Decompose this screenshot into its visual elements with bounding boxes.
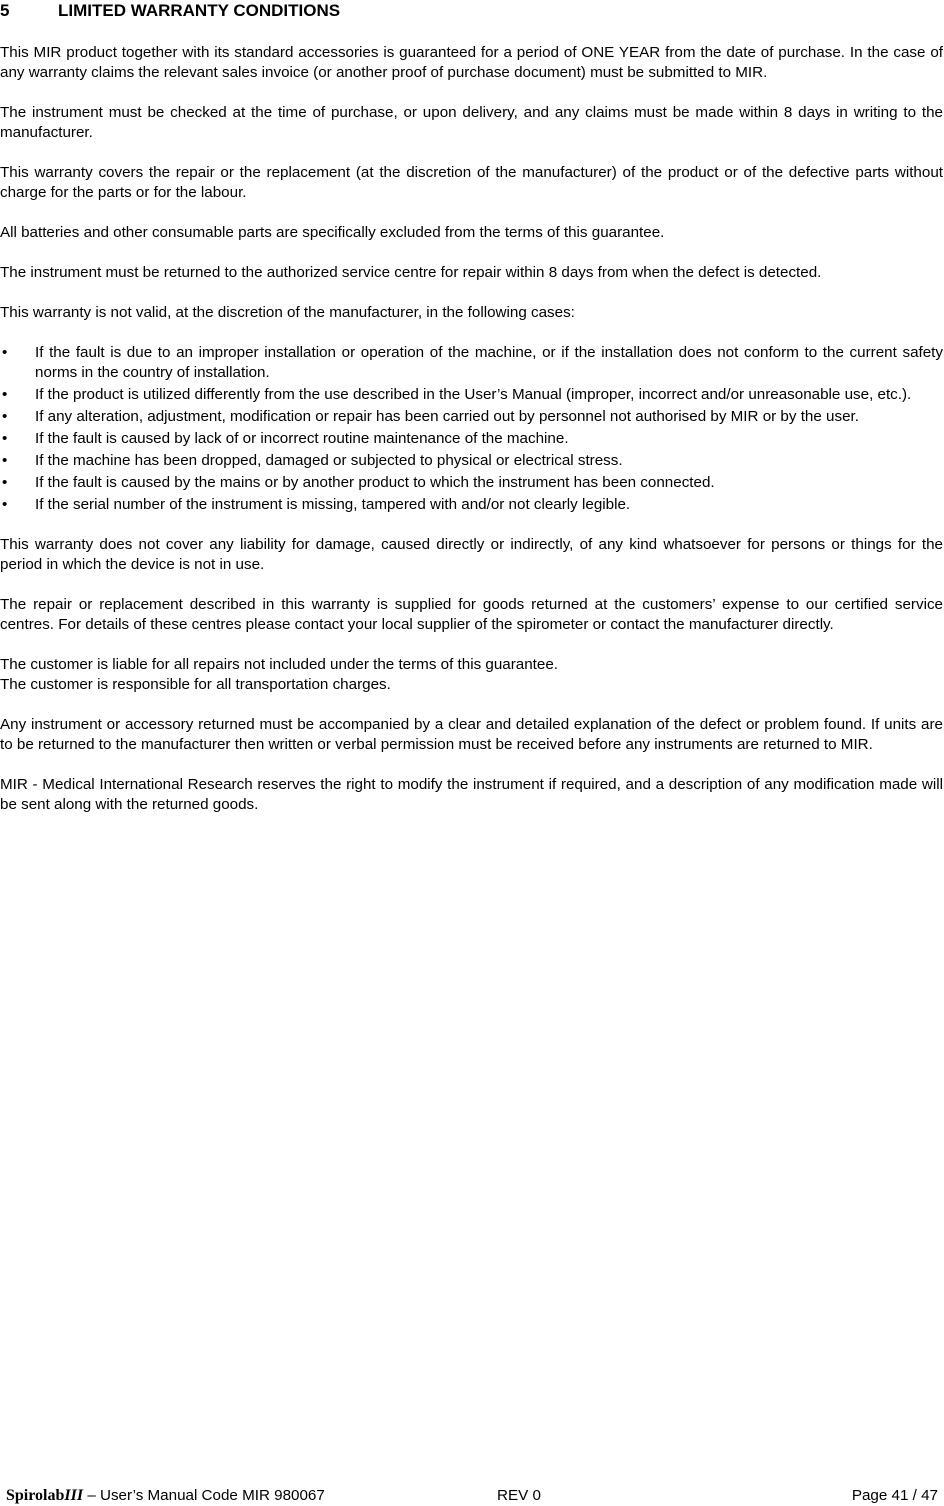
bullet-icon: •: [2, 344, 8, 361]
bullet-icon: •: [2, 408, 8, 425]
bullet-icon: •: [2, 452, 8, 469]
footer-manual-code: SpirolabIII – User’s Manual Code MIR 980067: [6, 1487, 325, 1504]
paragraph-transport-charges: The customer is responsible for all transportation charges.: [0, 676, 391, 693]
bullet-icon: •: [2, 496, 8, 513]
page-footer: [0, 1486, 944, 1506]
paragraph-not-valid-intro: This warranty is not valid, at the discretion of the manufacturer, in the following cases:: [0, 304, 575, 321]
paragraph-liability: This warranty does not cover any liability for damage, caused directly or indirectly, of any kind whatsoever for persons or things for the period in which the device is not in use.: [0, 536, 943, 573]
paragraph-return-explanation: Any instrument or accessory returned must be accompanied by a clear and detailed explanation of the defect or problem found. If units are to be returned to the manufacturer then written or verbal permission must be received before any instruments are returned to MIR.: [0, 716, 943, 753]
paragraph-service-centres: The repair or replacement described in this warranty is supplied for goods returned at the customers’ expense to our certified service centres. For details of these centres please contact your local supplier of the spirometer or contact the manufacturer directly.: [0, 596, 943, 633]
section-title: LIMITED WARRANTY CONDITIONS: [58, 1, 341, 20]
list-item: • If the product is utilized differently from the use described in the User’s Manual (improper, incorrect and/or unreasonable use, etc.).: [2, 386, 912, 403]
paragraph-return-deadline: The instrument must be returned to the authorized service centre for repair within 8 days from when the defect is detected.: [0, 264, 822, 281]
list-item: • If the serial number of the instrument is missing, tampered with and/or not clearly legible.: [2, 496, 631, 513]
bullet-icon: •: [2, 474, 8, 491]
bullet-icon: •: [2, 386, 8, 403]
warranty-body: [0, 43, 943, 835]
paragraph-exclusions: All batteries and other consumable parts are specifically excluded from the terms of this guarantee.: [0, 224, 665, 241]
section-heading: [0, 0, 340, 22]
list-item: • If any alteration, adjustment, modification or repair has been carried out by personnel not authorised by MIR or by the user.: [2, 408, 859, 425]
invalid-cases-list: [0, 343, 943, 515]
brand-name: SpirolabIII: [6, 1487, 84, 1504]
paragraph-customer-liable: The customer is liable for all repairs not included under the terms of this guarantee.: [0, 656, 559, 673]
list-item: • If the fault is caused by lack of or incorrect routine maintenance of the machine.: [2, 430, 569, 447]
paragraph-modification-rights: MIR - Medical International Research reserves the right to modify the instrument if required, and a description of any modification made will be sent along with the returned goods.: [0, 776, 943, 813]
paragraph-guarantee-period: This MIR product together with its standard accessories is guaranteed for a period of ONE YEAR from the date of purchase. In the case of any warranty claims the relevant sales invoice (or another proof of purchase document) must be submitted to MIR.: [0, 44, 943, 81]
paragraph-check-on-delivery: The instrument must be checked at the time of purchase, or upon delivery, and any claims must be made within 8 days in writing to the manufacturer.: [0, 104, 943, 141]
bullet-icon: •: [2, 430, 8, 447]
list-item: • If the machine has been dropped, damaged or subjected to physical or electrical stress.: [2, 452, 623, 469]
paragraph-coverage: This warranty covers the repair or the replacement (at the discretion of the manufacturer) of the product or of the defective parts without charge for the parts or for the labour.: [0, 164, 943, 201]
list-item: • If the fault is caused by the mains or by another product to which the instrument has been connected.: [2, 474, 715, 491]
section-number: 5: [0, 1, 10, 20]
footer-revision: REV 0: [497, 1487, 541, 1504]
footer-page-number: Page 41 / 47: [851, 1487, 938, 1504]
list-item: • If the fault is due to an improper installation or operation of the machine, or if the installation does not conform to the current safety norms in the country of installation.: [2, 344, 943, 381]
